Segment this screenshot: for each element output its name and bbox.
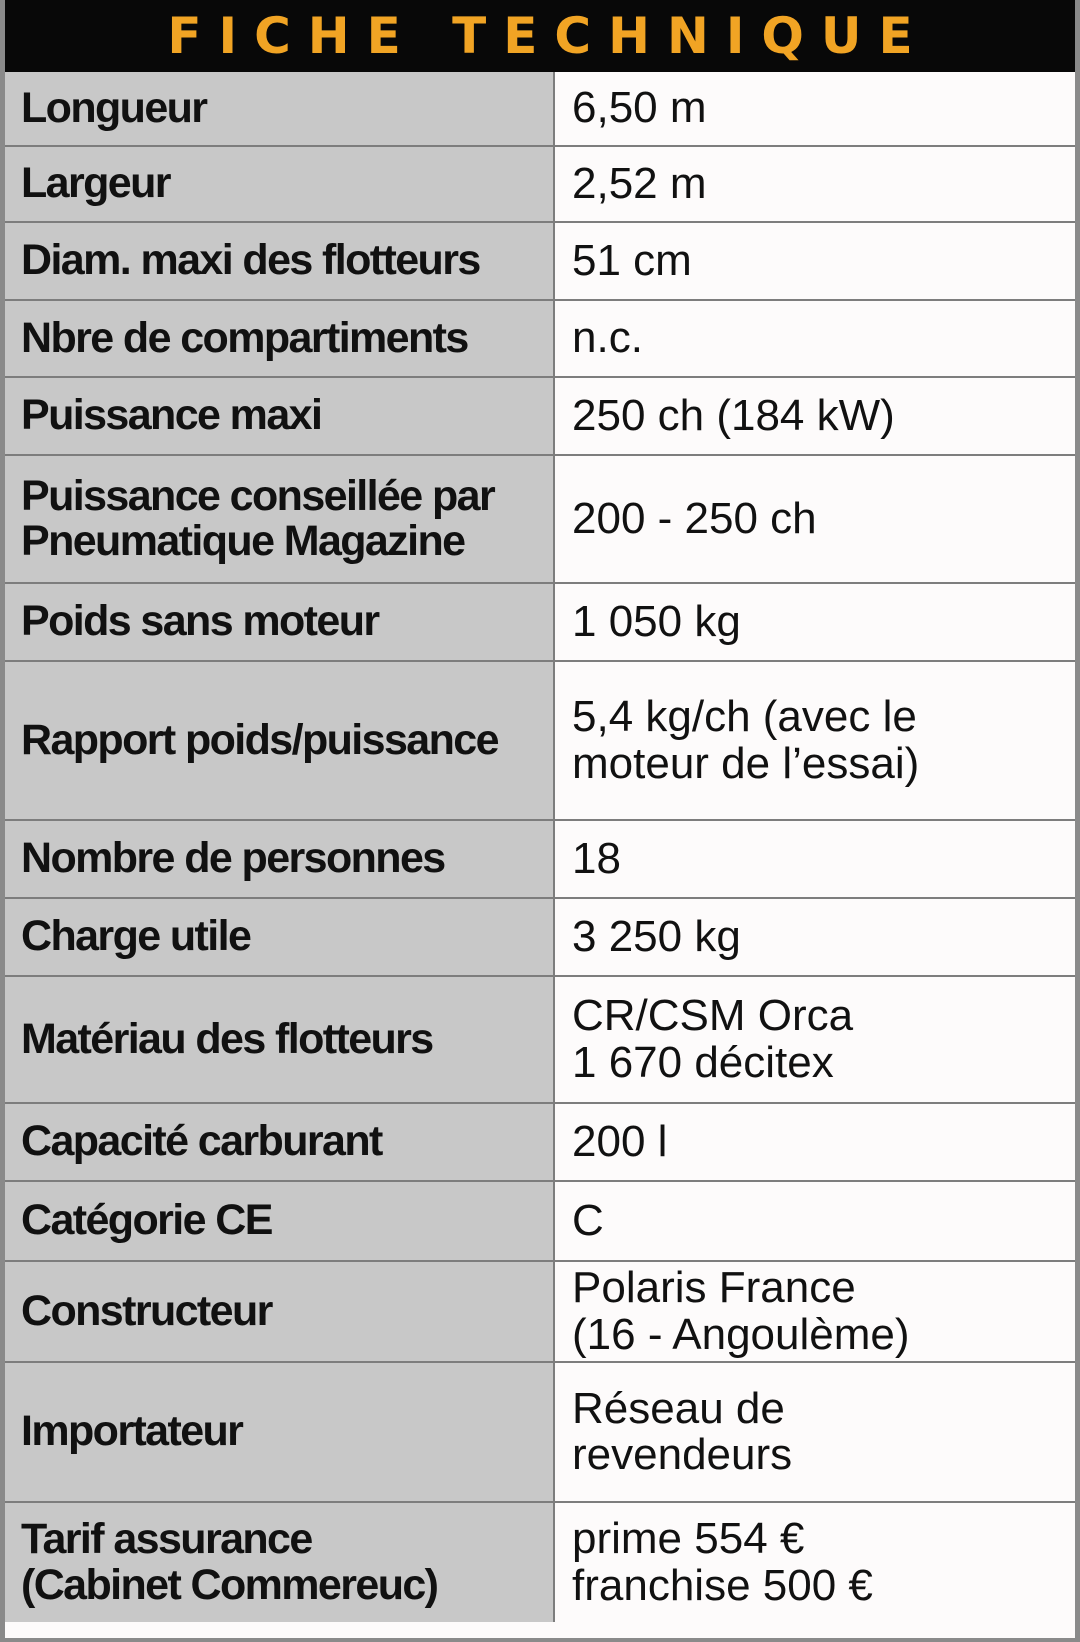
row-value-categorie-ce: C [554,1181,1075,1261]
table-row [5,72,1075,146]
row-label-constructeur: Constructeur [5,1261,554,1362]
row-value-importateur: Réseau de revendeurs [554,1362,1075,1502]
row-value-nombre-personnes: 18 [554,820,1075,898]
row-value-largeur: 2,52 m [554,146,1075,222]
row-value-tarif-assurance: prime 554 € franchise 500 € [554,1502,1075,1622]
table-row [5,455,1075,583]
table-row [5,661,1075,820]
table-row [5,898,1075,976]
row-value-rapport-poids-puissance: 5,4 kg/ch (avec le moteur de l’essai) [554,661,1075,820]
row-label-categorie-ce: Catégorie CE [5,1181,554,1261]
row-value-capacite-carburant: 200 l [554,1103,1075,1181]
row-value-materiau-flotteurs: CR/CSM Orca 1 670 décitex [554,976,1075,1103]
row-label-poids-sans-moteur: Poids sans moteur [5,583,554,661]
row-label-capacite-carburant: Capacité carburant [5,1103,554,1181]
row-value-puissance-conseillee: 200 - 250 ch [554,455,1075,583]
row-label-diametre-flotteurs: Diam. maxi des flotteurs [5,222,554,300]
row-label-largeur: Largeur [5,146,554,222]
row-label-charge-utile: Charge utile [5,898,554,976]
row-label-tarif-assurance: Tarif assurance (Cabinet Commereuc) [5,1502,554,1622]
row-value-puissance-maxi: 250 ch (184 kW) [554,377,1075,455]
table-row [5,377,1075,455]
table-row [5,1261,1075,1362]
row-label-rapport-poids-puissance: Rapport poids/puissance [5,661,554,820]
table-row [5,146,1075,222]
row-label-materiau-flotteurs: Matériau des flotteurs [5,976,554,1103]
spec-table [5,72,1075,1622]
row-label-puissance-conseillee: Puissance conseillée par Pneumatique Magazine [5,455,554,583]
table-row [5,820,1075,898]
table-row [5,222,1075,300]
table-row [5,1181,1075,1261]
row-value-longueur: 6,50 m [554,72,1075,146]
row-label-compartiments: Nbre de compartiments [5,300,554,377]
row-label-puissance-maxi: Puissance maxi [5,377,554,455]
row-label-importateur: Importateur [5,1362,554,1502]
table-row [5,1103,1075,1181]
sheet-title: FICHE TECHNIQUE [5,0,1075,72]
row-label-longueur: Longueur [5,72,554,146]
table-row [5,1362,1075,1502]
row-value-compartiments: n.c. [554,300,1075,377]
table-row [5,300,1075,377]
row-value-diametre-flotteurs: 51 cm [554,222,1075,300]
row-value-constructeur: Polaris France (16 - Angoulème) [554,1261,1075,1362]
table-row [5,976,1075,1103]
table-row [5,583,1075,661]
table-row [5,1502,1075,1622]
row-label-nombre-personnes: Nombre de personnes [5,820,554,898]
row-value-charge-utile: 3 250 kg [554,898,1075,976]
row-value-poids-sans-moteur: 1 050 kg [554,583,1075,661]
